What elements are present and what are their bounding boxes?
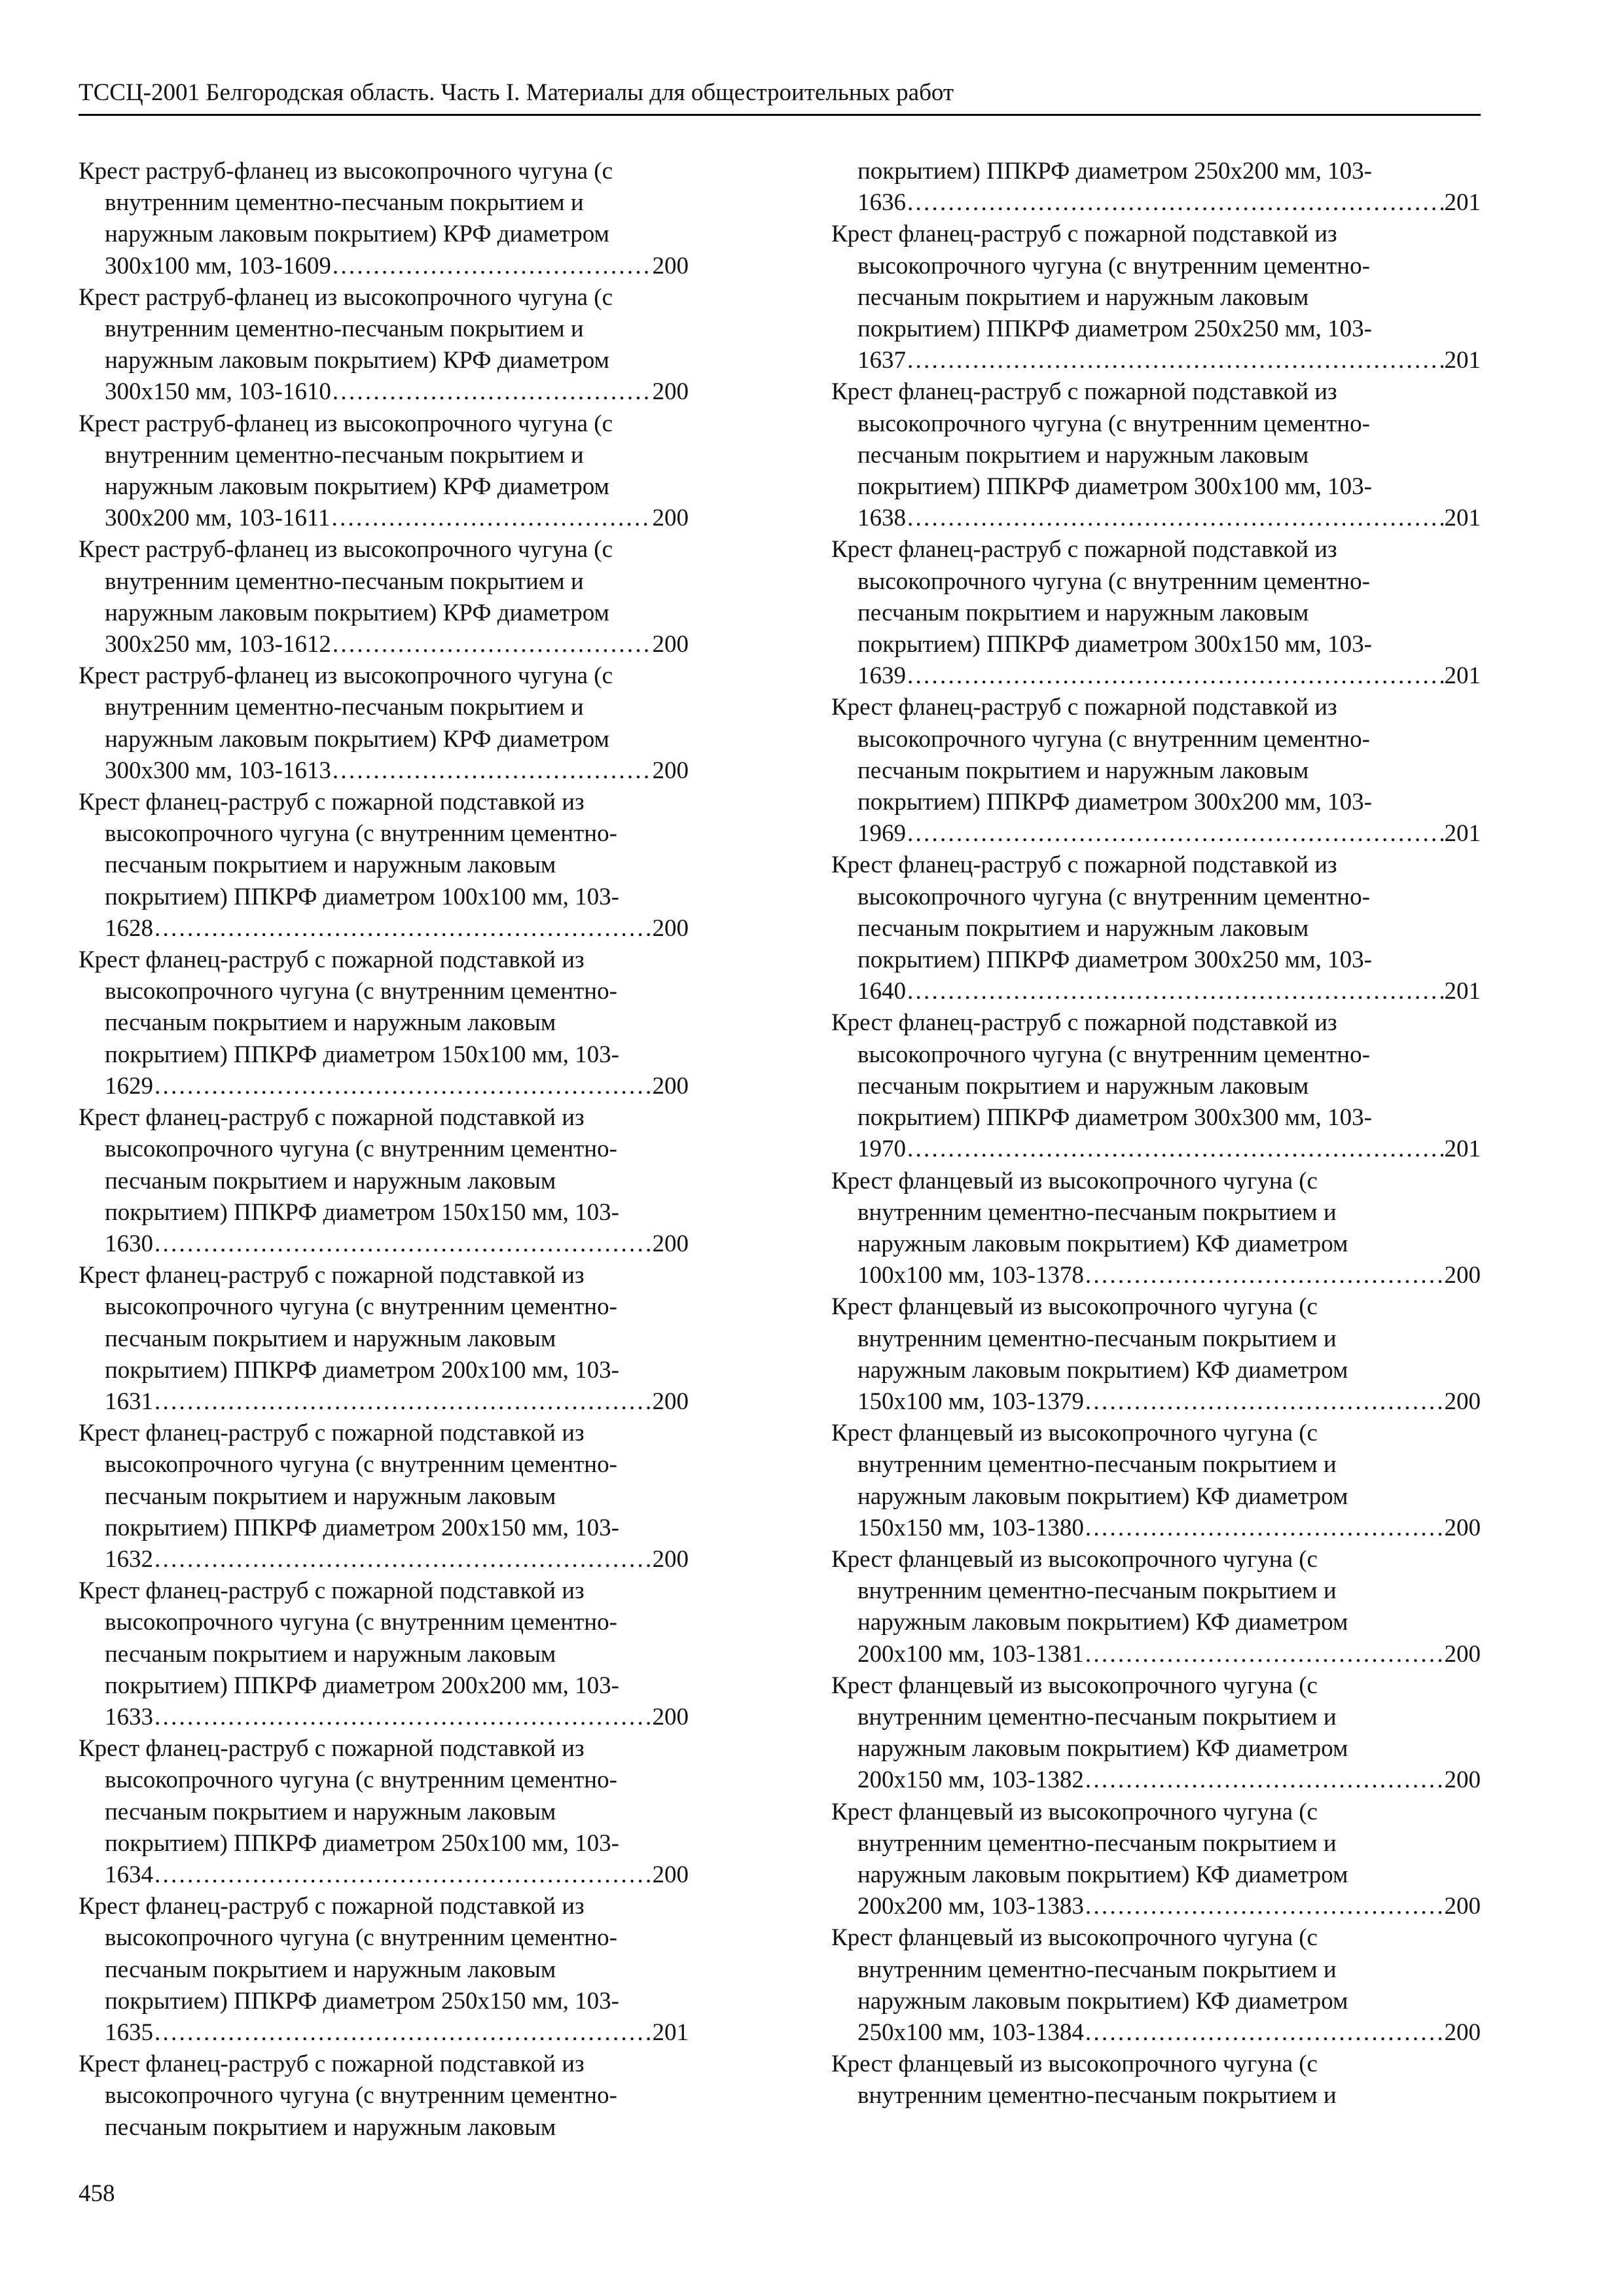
entry-code-line bbox=[831, 1386, 1481, 1418]
entry-continuation-line: внутренним цементно-песчаным покрытием и bbox=[857, 1198, 1337, 1226]
entry-page-ref: 201 bbox=[1444, 820, 1481, 848]
entry-title-line: Крест фланец-раструб с пожарной подставкой из bbox=[79, 946, 585, 974]
dot-leader bbox=[154, 2017, 651, 2049]
entry-code: 300x300 мм, 103-1613 bbox=[105, 757, 331, 784]
entry-continuation-line: внутренним цементно-песчаным покрытием и bbox=[857, 1703, 1337, 1731]
entry-title-line: Крест раструб-фланец из высокопрочного чугуна (с bbox=[79, 410, 613, 437]
dot-leader bbox=[333, 376, 651, 408]
entry-code: 200x150 мм, 103-1382 bbox=[857, 1767, 1084, 1794]
entry-continuation-line: высокопрочного чугуна (с внутренним цементно- bbox=[857, 410, 1370, 437]
entry-continuation-line: наружным лаковым покрытием) КРФ диаметром bbox=[105, 221, 609, 248]
entry-page-ref: 200 bbox=[652, 757, 689, 784]
entry-code: 300x150 мм, 103-1610 bbox=[105, 378, 331, 406]
entry-continuation-line: покрытием) ППКРФ диаметром 250x150 мм, 103- bbox=[105, 1987, 619, 2015]
entry-continuation-line: внутренним цементно-песчаным покрытием и bbox=[105, 315, 584, 343]
entry-title-line: Крест фланец-раструб с пожарной подставкой из bbox=[79, 2051, 585, 2078]
index-entry bbox=[79, 156, 689, 282]
entry-continuation-line: песчаным покрытием и наружным лаковым bbox=[105, 1640, 556, 1668]
index-column-right bbox=[831, 156, 1481, 2112]
entry-continuation-line: высокопрочного чугуна (с внутренним цементно- bbox=[105, 1609, 617, 1636]
entry-page-ref: 200 bbox=[652, 1072, 689, 1100]
index-entry bbox=[79, 1891, 689, 2049]
entry-title-line: Крест фланец-раструб с пожарной подставкой из bbox=[79, 789, 585, 816]
entry-title-line: Крест фланцевый из высокопрочного чугуна (с bbox=[831, 1293, 1318, 1321]
entry-continuation-line: высокопрочного чугуна (с внутренним цементно- bbox=[105, 978, 617, 1005]
dot-leader bbox=[1085, 2017, 1443, 2049]
entry-page-ref: 201 bbox=[1444, 189, 1481, 217]
entry-code-line bbox=[79, 913, 689, 944]
entry-continuation-line: высокопрочного чугуна (с внутренним цементно- bbox=[105, 1136, 617, 1163]
dot-leader bbox=[154, 1071, 651, 1102]
entry-title-line: Крест фланец-раструб с пожарной подставкой из bbox=[79, 1420, 585, 1447]
entry-continuation-line: покрытием) ППКРФ диаметром 300x250 мм, 103- bbox=[857, 946, 1372, 974]
dot-leader bbox=[907, 976, 1443, 1007]
entry-code: 1630 bbox=[105, 1230, 153, 1257]
entry-continuation-line: внутренним цементно-песчаным покрытием и bbox=[857, 1451, 1337, 1479]
entry-continuation-line: наружным лаковым покрытием) КФ диаметром bbox=[857, 1735, 1348, 1763]
index-entry bbox=[79, 282, 689, 408]
entry-code: 150x100 мм, 103-1379 bbox=[857, 1388, 1084, 1415]
entry-page-ref: 201 bbox=[1444, 1136, 1481, 1163]
dot-leader bbox=[333, 251, 651, 282]
entry-continuation-line: песчаным покрытием и наружным лаковым bbox=[857, 1072, 1309, 1100]
entry-continuation-line: внутренним цементно-песчаным покрытием и bbox=[857, 1956, 1337, 1983]
entry-code-line bbox=[831, 1765, 1481, 1796]
entry-continuation-line: наружным лаковым покрытием) КФ диаметром bbox=[857, 1987, 1348, 2015]
entry-continuation-line: наружным лаковым покрытием) КФ диаметром bbox=[857, 1861, 1348, 1888]
entry-continuation-line: внутренним цементно-песчаным покрытием и bbox=[857, 1829, 1337, 1857]
entry-code: 150x150 мм, 103-1380 bbox=[857, 1514, 1084, 1541]
dot-leader bbox=[907, 503, 1443, 534]
entry-code: 1970 bbox=[857, 1136, 906, 1163]
entry-continuation-line: песчаным покрытием и наружным лаковым bbox=[857, 914, 1309, 942]
entry-code-line bbox=[79, 2017, 689, 2049]
entry-title-line: Крест фланец-раструб с пожарной подставкой из bbox=[79, 1262, 585, 1289]
entry-continuation-line: покрытием) ППКРФ диаметром 150x100 мм, 103- bbox=[105, 1041, 619, 1068]
index-entry bbox=[79, 1418, 689, 1575]
dot-leader bbox=[1085, 1386, 1443, 1418]
entry-continuation-line: наружным лаковым покрытием) КРФ диаметром bbox=[105, 725, 609, 753]
entry-page-ref: 201 bbox=[1444, 347, 1481, 374]
entry-code: 1639 bbox=[857, 662, 906, 690]
entry-continuation-line: наружным лаковым покрытием) КРФ диаметром bbox=[105, 473, 609, 501]
dot-leader bbox=[154, 913, 651, 944]
entry-continuation-line: наружным лаковым покрытием) КФ диаметром bbox=[857, 1609, 1348, 1636]
entry-code-line bbox=[79, 1702, 689, 1733]
entry-page-ref: 200 bbox=[652, 914, 689, 942]
entry-continuation-line: песчаным покрытием и наружным лаковым bbox=[105, 1798, 556, 1825]
dot-leader bbox=[907, 187, 1443, 219]
index-entry bbox=[831, 692, 1481, 850]
dot-leader bbox=[1085, 1765, 1443, 1796]
entry-code: 1640 bbox=[857, 978, 906, 1005]
entry-continuation-line: внутренним цементно-песчаным покрытием и bbox=[105, 441, 584, 469]
entry-page-ref: 201 bbox=[1444, 662, 1481, 690]
dot-leader bbox=[907, 345, 1443, 376]
index-entry bbox=[831, 376, 1481, 534]
entry-title-line: Крест фланец-раструб с пожарной подставкой из bbox=[831, 694, 1337, 721]
entry-page-ref: 200 bbox=[1444, 2018, 1481, 2046]
entry-continuation-line: наружным лаковым покрытием) КФ диаметром bbox=[857, 1356, 1348, 1384]
entry-title-line: Крест фланцевый из высокопрочного чугуна (с bbox=[831, 1420, 1318, 1447]
entry-continuation-line: покрытием) ППКРФ диаметром 100x100 мм, 103- bbox=[105, 883, 619, 910]
entry-code-line bbox=[79, 1544, 689, 1575]
entry-continuation-line: внутренним цементно-песчаным покрытием и bbox=[105, 189, 584, 217]
entry-code: 1633 bbox=[105, 1703, 153, 1731]
entry-page-ref: 200 bbox=[1444, 1388, 1481, 1415]
entry-code: 1637 bbox=[857, 347, 906, 374]
entry-code: 100x100 мм, 103-1378 bbox=[857, 1262, 1084, 1289]
dot-leader bbox=[907, 1134, 1443, 1165]
index-entry bbox=[79, 1260, 689, 1418]
entry-code-line bbox=[831, 660, 1481, 692]
entry-continuation-line: песчаным покрытием и наружным лаковым bbox=[857, 283, 1309, 311]
entry-title-line: Крест фланец-раструб с пожарной подставкой из bbox=[79, 1104, 585, 1132]
entry-code: 1629 bbox=[105, 1072, 153, 1100]
entry-code: 1638 bbox=[857, 505, 906, 532]
dot-leader bbox=[1085, 1260, 1443, 1291]
entry-continuation-line: покрытием) ППКРФ диаметром 200x150 мм, 103- bbox=[105, 1514, 619, 1541]
entry-title-line: Крест фланец-раструб с пожарной подставкой из bbox=[831, 1009, 1337, 1037]
entry-continuation-line: песчаным покрытием и наружным лаковым bbox=[857, 599, 1309, 626]
entry-code-line bbox=[831, 1891, 1481, 1922]
entry-code: 250x100 мм, 103-1384 bbox=[857, 2018, 1084, 2046]
entry-title-line: Крест фланец-раструб с пожарной подставкой из bbox=[831, 221, 1337, 248]
entry-continuation-line: высокопрочного чугуна (с внутренним цементно- bbox=[105, 820, 617, 848]
index-entry bbox=[831, 1670, 1481, 1797]
entry-page-ref: 200 bbox=[652, 378, 689, 406]
entry-code: 1628 bbox=[105, 914, 153, 942]
entry-code-line bbox=[79, 376, 689, 408]
entry-continuation-line: внутренним цементно-песчаным покрытием и bbox=[105, 567, 584, 595]
index-entry bbox=[831, 1166, 1481, 1292]
entry-page-ref: 200 bbox=[652, 1703, 689, 1731]
entry-continuation-line: покрытием) ППКРФ диаметром 300x300 мм, 103- bbox=[857, 1104, 1372, 1132]
entry-continuation-line: песчаным покрытием и наружным лаковым bbox=[105, 852, 556, 879]
entry-continuation-line: высокопрочного чугуна (с внутренним цементно- bbox=[857, 1041, 1370, 1068]
entry-page-ref: 201 bbox=[1444, 978, 1481, 1005]
index-column-left bbox=[79, 156, 689, 2144]
entry-page-ref: 200 bbox=[652, 1230, 689, 1257]
entry-continuation-line: покрытием) ППКРФ диаметром 300x150 мм, 103- bbox=[857, 631, 1372, 658]
entry-continuation-line: высокопрочного чугуна (с внутренним цементно- bbox=[105, 1924, 617, 1952]
entry-code-line bbox=[79, 1229, 689, 1260]
entry-continuation-line: покрытием) ППКРФ диаметром 300x200 мм, 103- bbox=[857, 789, 1372, 816]
index-entry bbox=[831, 1922, 1481, 2049]
entry-title-line: Крест фланец-раструб с пожарной подставкой из bbox=[831, 378, 1337, 406]
entry-code-line bbox=[831, 1134, 1481, 1165]
entry-page-ref: 200 bbox=[1444, 1767, 1481, 1794]
entry-continuation-line: песчаным покрытием и наружным лаковым bbox=[105, 1956, 556, 1983]
entry-code-line bbox=[831, 1513, 1481, 1544]
entry-title-line: Крест фланец-раструб с пожарной подставкой из bbox=[79, 1577, 585, 1605]
dot-leader bbox=[333, 629, 651, 660]
index-entry bbox=[831, 534, 1481, 692]
dot-leader bbox=[154, 1386, 651, 1418]
entry-code-line bbox=[831, 2017, 1481, 2049]
entry-page-ref: 200 bbox=[652, 1388, 689, 1415]
index-entry bbox=[79, 1102, 689, 1260]
entry-code: 200x100 мм, 103-1381 bbox=[857, 1640, 1084, 1668]
dot-leader bbox=[907, 660, 1443, 692]
dot-leader bbox=[1085, 1639, 1443, 1670]
dot-leader bbox=[1085, 1513, 1443, 1544]
page-number: 458 bbox=[79, 2180, 115, 2207]
entry-continuation-line: высокопрочного чугуна (с внутренним цементно- bbox=[857, 725, 1370, 753]
entry-code-line bbox=[831, 503, 1481, 534]
entry-title-line: Крест раструб-фланец из высокопрочного чугуна (с bbox=[79, 158, 613, 185]
entry-continuation-line: внутренним цементно-песчаным покрытием и bbox=[857, 2082, 1337, 2109]
entry-page-ref: 201 bbox=[652, 2018, 689, 2046]
entry-continuation-line: внутренним цементно-песчаным покрытием и bbox=[105, 694, 584, 721]
entry-continuation-line: наружным лаковым покрытием) КРФ диаметром bbox=[105, 599, 609, 626]
entry-page-ref: 200 bbox=[652, 1861, 689, 1888]
index-entry bbox=[79, 944, 689, 1102]
entry-code-line bbox=[79, 251, 689, 282]
entry-page-ref: 200 bbox=[1444, 1893, 1481, 1920]
entry-title-line: Крест фланцевый из высокопрочного чугуна (с bbox=[831, 1924, 1318, 1952]
entry-title-line: Крест фланцевый из высокопрочного чугуна (с bbox=[831, 1167, 1318, 1194]
index-entry bbox=[79, 2049, 689, 2144]
entry-continuation-line: песчаным покрытием и наружным лаковым bbox=[857, 757, 1309, 784]
index-entry bbox=[831, 1291, 1481, 1418]
entry-continuation-line: высокопрочного чугуна (с внутренним цементно- bbox=[105, 1451, 617, 1479]
index-entry bbox=[79, 787, 689, 944]
entry-continuation-line: песчаным покрытием и наружным лаковым bbox=[105, 1482, 556, 1510]
dot-leader bbox=[154, 1702, 651, 1733]
index-entry bbox=[831, 156, 1481, 219]
entry-continuation-line: песчаным покрытием и наружным лаковым bbox=[105, 1167, 556, 1194]
entry-continuation-line: высокопрочного чугуна (с внутренним цементно- bbox=[105, 1767, 617, 1794]
entry-continuation-line: песчаным покрытием и наружным лаковым bbox=[105, 1009, 556, 1037]
dot-leader bbox=[154, 1859, 651, 1891]
entry-code-line bbox=[79, 1386, 689, 1418]
entry-code-line bbox=[79, 503, 689, 534]
entry-continuation-line: покрытием) ППКРФ диаметром 200x200 мм, 103- bbox=[105, 1672, 619, 1699]
index-entry bbox=[831, 1544, 1481, 1670]
entry-title-line: Крест фланцевый из высокопрочного чугуна (с bbox=[831, 1545, 1318, 1573]
entry-continuation-line: высокопрочного чугуна (с внутренним цементно- bbox=[857, 567, 1370, 595]
entry-continuation-line: высокопрочного чугуна (с внутренним цементно- bbox=[105, 2082, 617, 2109]
entry-title-line: Крест фланец-раструб с пожарной подставкой из bbox=[831, 536, 1337, 564]
entry-title-line: Крест фланцевый из высокопрочного чугуна (с bbox=[831, 2051, 1318, 2078]
entry-code: 200x200 мм, 103-1383 bbox=[857, 1893, 1084, 1920]
entry-code: 1635 bbox=[105, 2018, 153, 2046]
entry-page-ref: 200 bbox=[1444, 1262, 1481, 1289]
entry-continuation-line: высокопрочного чугуна (с внутренним цементно- bbox=[857, 883, 1370, 910]
entry-title-line: Крест фланец-раструб с пожарной подставкой из bbox=[79, 1735, 585, 1763]
entry-title-line: покрытием) ППКРФ диаметром 250x200 мм, 103- bbox=[857, 158, 1372, 185]
entry-page-ref: 200 bbox=[652, 252, 689, 279]
index-entry bbox=[79, 534, 689, 660]
entry-continuation-line: наружным лаковым покрытием) КРФ диаметром bbox=[105, 347, 609, 374]
entry-continuation-line: песчаным покрытием и наружным лаковым bbox=[857, 441, 1309, 469]
index-entry bbox=[79, 1733, 689, 1891]
entry-code-line bbox=[831, 187, 1481, 219]
entry-continuation-line: покрытием) ППКРФ диаметром 250x100 мм, 103- bbox=[105, 1829, 619, 1857]
entry-code: 1631 bbox=[105, 1388, 153, 1415]
dot-leader bbox=[332, 503, 651, 534]
entry-continuation-line: высокопрочного чугуна (с внутренним цементно- bbox=[105, 1293, 617, 1321]
entry-title-line: Крест фланцевый из высокопрочного чугуна (с bbox=[831, 1672, 1318, 1699]
entry-continuation-line: песчаным покрытием и наружным лаковым bbox=[105, 2113, 556, 2141]
running-header: ТССЦ-2001 Белгородская область. Часть I. Материалы для общестроительных работ bbox=[79, 73, 1481, 116]
entry-code: 300x100 мм, 103-1609 bbox=[105, 252, 331, 279]
dot-leader bbox=[1085, 1891, 1443, 1922]
entry-code: 300x250 мм, 103-1612 bbox=[105, 631, 331, 658]
entry-continuation-line: наружным лаковым покрытием) КФ диаметром bbox=[857, 1230, 1348, 1257]
index-entry bbox=[79, 660, 689, 787]
dot-leader bbox=[154, 1229, 651, 1260]
entry-continuation-line: внутренним цементно-песчаным покрытием и bbox=[857, 1577, 1337, 1605]
index-entry bbox=[831, 1418, 1481, 1544]
entry-continuation-line: покрытием) ППКРФ диаметром 200x100 мм, 103- bbox=[105, 1356, 619, 1384]
entry-code: 1634 bbox=[105, 1861, 153, 1888]
index-entry bbox=[831, 219, 1481, 376]
dot-leader bbox=[154, 1544, 651, 1575]
entry-page-ref: 200 bbox=[1444, 1640, 1481, 1668]
entry-code-line bbox=[831, 1260, 1481, 1291]
entry-code: 1636 bbox=[857, 189, 906, 217]
entry-title-line: Крест раструб-фланец из высокопрочного чугуна (с bbox=[79, 662, 613, 690]
index-entry bbox=[79, 408, 689, 535]
entry-code-line bbox=[79, 755, 689, 787]
entry-continuation-line: покрытием) ППКРФ диаметром 300x100 мм, 103- bbox=[857, 473, 1372, 501]
entry-continuation-line: покрытием) ППКРФ диаметром 250x250 мм, 103- bbox=[857, 315, 1372, 343]
entry-code-line bbox=[831, 1639, 1481, 1670]
entry-page-ref: 200 bbox=[652, 505, 689, 532]
entry-page-ref: 201 bbox=[1444, 505, 1481, 532]
dot-leader bbox=[333, 755, 651, 787]
entry-page-ref: 200 bbox=[652, 1545, 689, 1573]
entry-continuation-line: высокопрочного чугуна (с внутренним цементно- bbox=[857, 252, 1370, 279]
entry-code-line bbox=[831, 345, 1481, 376]
entry-title-line: Крест раструб-фланец из высокопрочного чугуна (с bbox=[79, 283, 613, 311]
entry-code: 1969 bbox=[857, 820, 906, 848]
entry-code-line bbox=[79, 1071, 689, 1102]
entry-page-ref: 200 bbox=[1444, 1514, 1481, 1541]
entry-title-line: Крест раструб-фланец из высокопрочного чугуна (с bbox=[79, 536, 613, 564]
entry-code-line bbox=[79, 629, 689, 660]
entry-code: 300x200 мм, 103-1611 bbox=[105, 505, 331, 532]
dot-leader bbox=[907, 818, 1443, 850]
index-entry bbox=[831, 1007, 1481, 1165]
index-entry bbox=[831, 2049, 1481, 2111]
entry-title-line: Крест фланец-раструб с пожарной подставкой из bbox=[831, 852, 1337, 879]
entry-code-line bbox=[831, 976, 1481, 1007]
entry-title-line: Крест фланец-раструб с пожарной подставкой из bbox=[79, 1893, 585, 1920]
entry-code-line bbox=[79, 1859, 689, 1891]
entry-continuation-line: покрытием) ППКРФ диаметром 150x150 мм, 103- bbox=[105, 1198, 619, 1226]
entry-continuation-line: песчаным покрытием и наружным лаковым bbox=[105, 1325, 556, 1352]
entry-title-line: Крест фланцевый из высокопрочного чугуна (с bbox=[831, 1798, 1318, 1825]
entry-continuation-line: внутренним цементно-песчаным покрытием и bbox=[857, 1325, 1337, 1352]
index-entry bbox=[79, 1575, 689, 1733]
entry-page-ref: 200 bbox=[652, 631, 689, 658]
index-entry bbox=[831, 850, 1481, 1007]
entry-code: 1632 bbox=[105, 1545, 153, 1573]
entry-code-line bbox=[831, 818, 1481, 850]
entry-continuation-line: наружным лаковым покрытием) КФ диаметром bbox=[857, 1482, 1348, 1510]
index-entry bbox=[831, 1797, 1481, 1923]
